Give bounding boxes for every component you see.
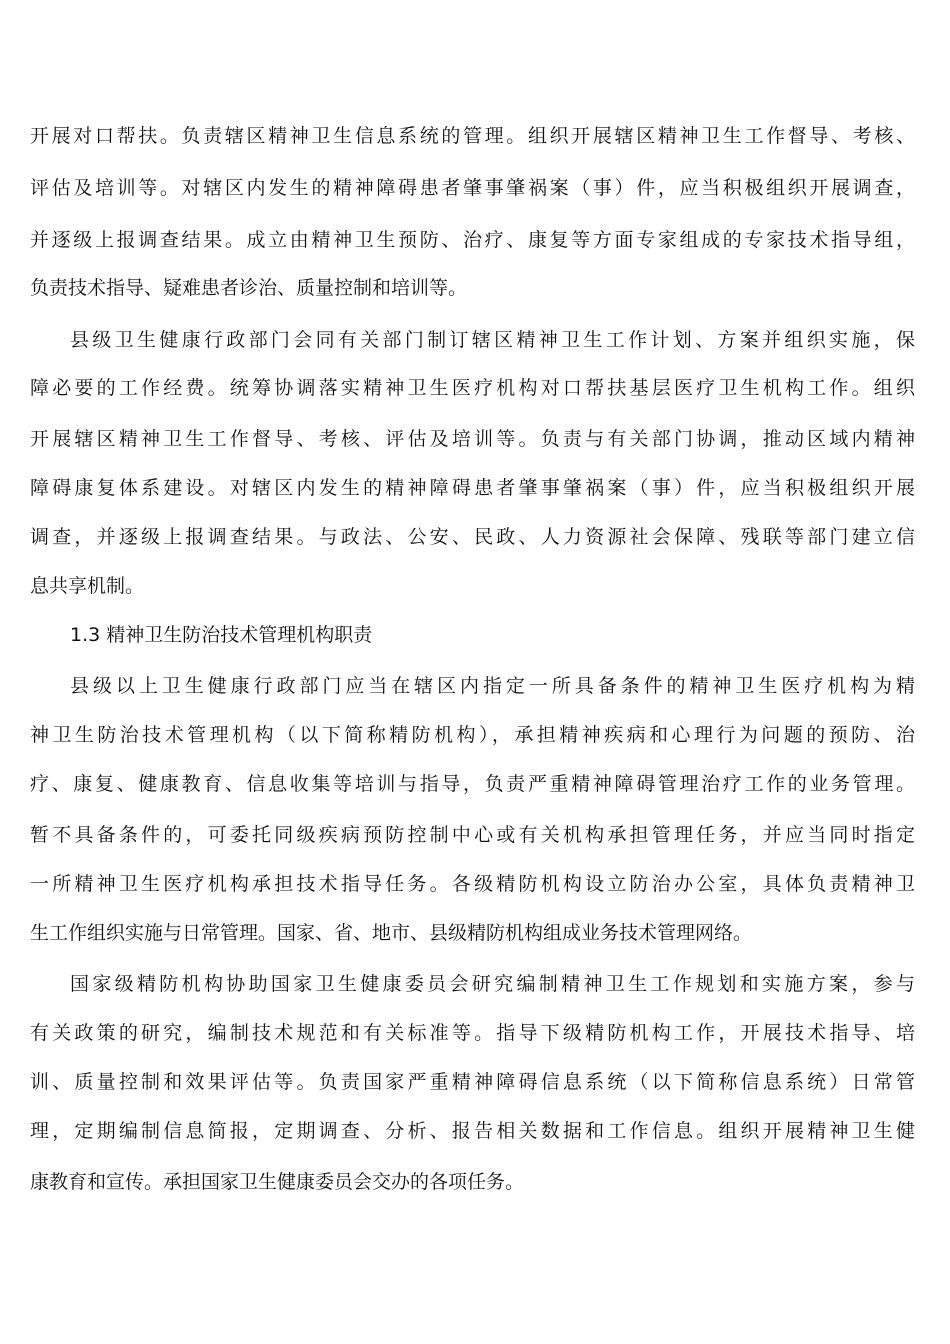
- text-line: 调查，并逐级上报调查结果。与政法、公安、民政、人力资源社会保障、残联等部门建立信: [30, 526, 915, 548]
- text-line: 生工作组织实施与日常管理。国家、省、地市、县级精防机构组成业务技术管理网络。: [30, 922, 753, 944]
- paragraph-first-line: 县级卫生健康行政部门会同有关部门制订辖区精神卫生工作计划、方案并组织实施，保: [70, 329, 915, 351]
- text-line: 一所精神卫生医疗机构承担技术指导任务。各级精防机构设立防治办公室，具体负责精神卫: [30, 873, 915, 895]
- text-line: 疗、康复、健康教育、信息收集等培训与指导，负责严重精神障碍管理治疗工作的业务管理。: [30, 773, 915, 795]
- text-line: 理，定期编制信息简报，定期调查、分析、报告相关数据和工作信息。组织开展精神卫生健: [30, 1120, 915, 1142]
- text-line: 障碍康复体系建设。对辖区内发生的精神障碍患者肇事肇祸案（事）件，应当积极组织开展: [30, 477, 915, 499]
- text-line: 障必要的工作经费。统筹协调落实精神卫生医疗机构对口帮扶基层医疗卫生机构工作。组织: [30, 377, 915, 399]
- text-line: 康教育和宣传。承担国家卫生健康委员会交办的各项任务。: [30, 1171, 525, 1193]
- text-line: 开展辖区精神卫生工作督导、考核、评估及培训等。负责与有关部门协调，推动区域内精神: [30, 428, 915, 450]
- text-line: 开展对口帮扶。负责辖区精神卫生信息系统的管理。组织开展辖区精神卫生工作督导、考核、: [30, 125, 915, 147]
- text-line: 负责技术指导、疑难患者诊治、质量控制和培训等。: [30, 277, 468, 299]
- paragraph-first-line: 国家级精防机构协助国家卫生健康委员会研究编制精神卫生工作规划和实施方案，参与: [70, 973, 915, 995]
- text-line: 训、质量控制和效果评估等。负责国家严重精神障碍信息系统（以下简称信息系统）日常管: [30, 1071, 915, 1093]
- paragraph-first-line: 县级以上卫生健康行政部门应当在辖区内指定一所具备条件的精神卫生医疗机构为精: [70, 675, 915, 697]
- text-line: 有关政策的研究，编制技术规范和有关标准等。指导下级精防机构工作，开展技术指导、培: [30, 1022, 915, 1044]
- text-line: 评估及培训等。对辖区内发生的精神障碍患者肇事肇祸案（事）件，应当积极组织开展调查，: [30, 177, 915, 199]
- text-line: 并逐级上报调查结果。成立由精神卫生预防、治疗、康复等方面专家组成的专家技术指导组，: [30, 229, 915, 251]
- text-line: 暂不具备条件的，可委托同级疾病预防控制中心或有关机构承担管理任务，并应当同时指定: [30, 824, 915, 846]
- text-line: 神卫生防治技术管理机构（以下简称精防机构），承担精神疾病和心理行为问题的预防、治: [30, 724, 915, 746]
- section-heading: 1.3 精神卫生防治技术管理机构职责: [70, 624, 373, 646]
- text-line: 息共享机制。: [30, 575, 145, 597]
